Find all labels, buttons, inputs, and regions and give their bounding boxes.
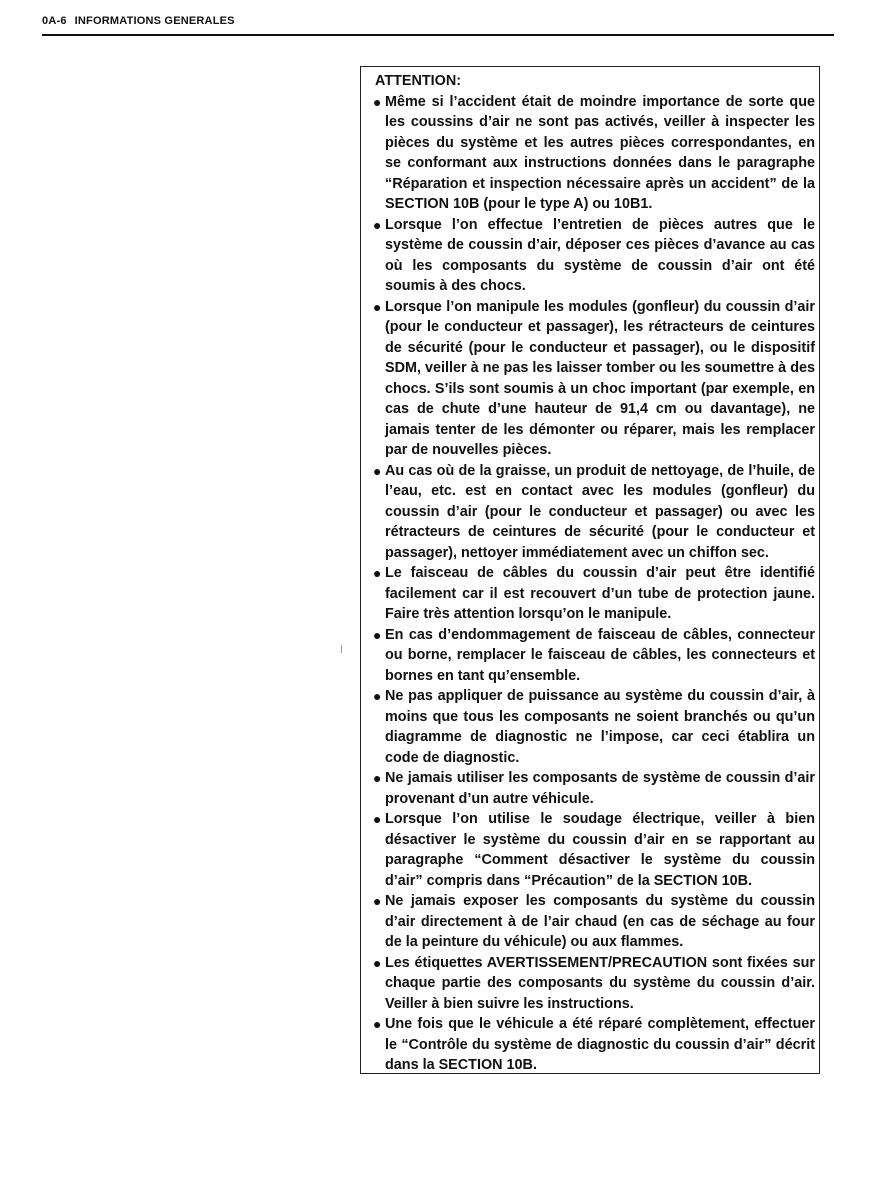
bullet-icon: ● bbox=[373, 216, 382, 233]
bullet-icon: ● bbox=[373, 954, 382, 971]
attention-item: ● Même si l’accident était de moindre importance de sorte que les coussins d’air ne sont pas activés, veiller à inspecter les pièces du système et les autres pièces correspondantes, en se conformant aux instructions données dans le paragraphe “Réparation et inspection nécessaire après un accident” de la SECTION 10B (pour le type A) ou 10B1. bbox=[373, 93, 815, 212]
attention-item: ● Lorsque l’on effectue l’entretien de pièces autres que le système de coussin d’air, déposer ces pièces d’avance au cas où les composants du système de coussin d’air ont été soumis à des chocs. bbox=[373, 216, 815, 294]
bullet-icon: ● bbox=[373, 1016, 382, 1032]
bullet-icon: ● bbox=[373, 93, 382, 110]
attention-title: ATTENTION: bbox=[375, 73, 462, 89]
attention-box bbox=[360, 66, 820, 1074]
attention-item: ● Ne jamais utiliser les composants de système de coussin d’air provenant d’un autre véhicule. bbox=[373, 770, 815, 807]
bullet-icon: ● bbox=[373, 462, 382, 479]
page-header bbox=[42, 15, 834, 27]
attention-item: ● Lorsque l’on manipule les modules (gonfleur) du coussin d’air (pour le conducteur et passager), les rétracteurs de ceintures de sécurité (pour le conducteur et passager), ou le dispositif SDM, veiller à ne pas les laisser tomber ou les soumettre à des chocs. S’ils sont soumis à un choc important (par exemple, en cas de chute d’une hauteur de 91,4 cm ou davantage), ne jamais tenter de les démonter ou réparer, mais les remplacer par de nouvelles pièces. bbox=[373, 298, 815, 458]
bullet-icon: ● bbox=[373, 688, 382, 704]
attention-item: ● Les étiquettes AVERTISSEMENT/PRECAUTION sont fixées sur chaque partie des composants du système du coussin d’air. Veiller à bien suivre les instructions. bbox=[373, 954, 815, 1012]
attention-list bbox=[375, 92, 815, 1076]
bullet-icon: ● bbox=[373, 565, 382, 581]
attention-item: ● Une fois que le véhicule a été réparé complètement, effectuer le “Contrôle du système de diagnostic du coussin d’air” décrit dans la SECTION 10B. bbox=[373, 1016, 815, 1073]
attention-item: ● Ne jamais exposer les composants du système du coussin d’air directement à de l’air chaud (en cas de séchage au four de la peinture du véhicule) ou aux flammes. bbox=[373, 893, 815, 950]
attention-item: ● Ne pas appliquer de puissance au système du coussin d’air, à moins que tous les composants ne soient branchés ou qu’un diagramme de diagnostic ne l’impose, car ceci établira un code de diagnostic. bbox=[373, 688, 815, 766]
bullet-icon: ● bbox=[373, 811, 382, 827]
section-title: INFORMATIONS GENERALES bbox=[74, 15, 235, 27]
attention-item: ● Le faisceau de câbles du coussin d’air peut être identifié facilement car il est recouvert d’un tube de protection jaune. Faire très attention lorsqu’on le manipule. bbox=[373, 565, 815, 622]
attention-item: ● Au cas où de la graisse, un produit de nettoyage, de l’huile, de l’eau, etc. est en contact avec les modules (gonfleur) du coussin d’air (pour le conducteur et passager) ou avec les rétracteurs de ceintures de sécurité (pour le conducteur et passager), nettoyer immédiatement avec un chiffon sec. bbox=[373, 462, 815, 561]
page-code: 0A-6 bbox=[42, 15, 67, 27]
attention-item: ● Lorsque l’on utilise le soudage électrique, veiller à bien désactiver le système du coussin d’air en se rapportant au paragraphe “Comment désactiver le système du coussin d’air” compris dans “Précaution” de la SECTION 10B. bbox=[373, 811, 815, 889]
bullet-icon: ● bbox=[373, 298, 382, 315]
margin-mark bbox=[341, 645, 342, 653]
bullet-icon: ● bbox=[373, 770, 382, 786]
bullet-icon: ● bbox=[373, 626, 382, 643]
bullet-icon: ● bbox=[373, 893, 382, 909]
header-rule bbox=[42, 34, 834, 36]
attention-item: ● En cas d’endommagement de faisceau de câbles, connecteur ou borne, remplacer le faisceau de câbles, les connecteurs et bornes en tant qu’ensemble. bbox=[373, 626, 815, 684]
